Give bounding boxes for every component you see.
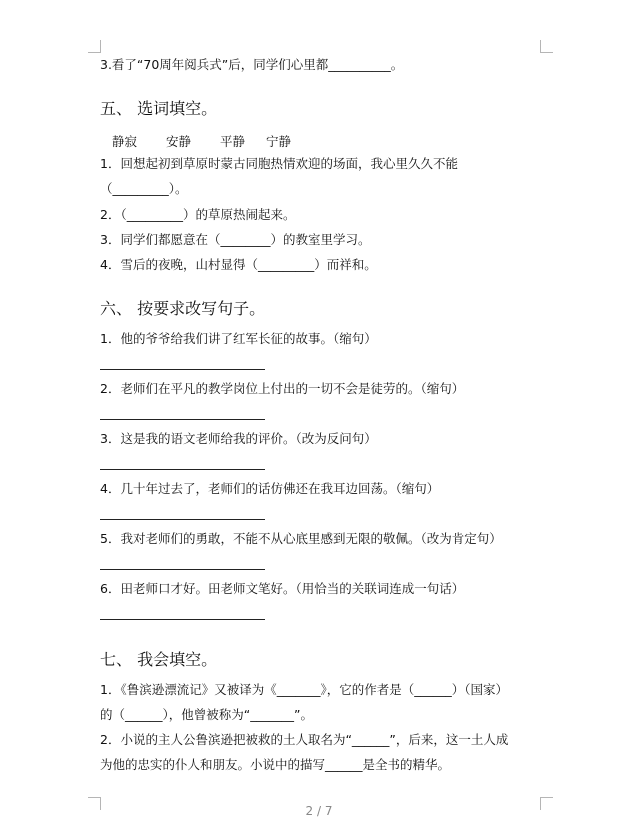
word-choices bbox=[112, 132, 291, 150]
question-3-line: 3.看了“70周年阅兵式”后，同学们心里都__________。 bbox=[100, 57, 404, 72]
s5-item-4: 4．雪后的夜晚，山村显得（_________）而祥和。 bbox=[100, 257, 377, 272]
s7-line-2: 的（______），他曾被称为“_______”。 bbox=[100, 707, 313, 722]
section-5-title: 五、 选词填空。 bbox=[100, 99, 218, 118]
page-number: 2 / 7 bbox=[305, 804, 333, 818]
crop-mark-top-right bbox=[540, 40, 553, 53]
word-choice: 静寂 bbox=[112, 134, 138, 149]
word-choice: 平静 bbox=[220, 134, 246, 149]
s6-item-3: 3．这是我的语文老师给我的评价。（改为反问句） bbox=[100, 431, 377, 446]
s6-item-2: 2．老师们在平凡的教学岗位上付出的一切不会是徒劳的。（缩句） bbox=[100, 381, 465, 396]
s5-item-1: 1．回想起初到草原时蒙古同胞热情欢迎的场面，我心里久久不能 bbox=[100, 156, 458, 171]
s5-item-1-cont: （_________）。 bbox=[100, 181, 188, 196]
s5-item-3: 3．同学们都愿意在（________）的教室里学习。 bbox=[100, 232, 371, 247]
s6-item-5: 5．我对老师们的勇敢，不能不从心底里感到无限的敬佩。（改为肯定句） bbox=[100, 531, 502, 546]
s7-line-3: 2．小说的主人公鲁滨逊把被救的土人取名为“______”，后来，这一土人成 bbox=[100, 732, 509, 747]
answer-line bbox=[100, 619, 265, 620]
s6-item-6: 6．田老师口才好。田老师文笔好。（用恰当的关联词连成一句话） bbox=[100, 581, 465, 596]
s5-item-2: 2．（_________）的草原热闹起来。 bbox=[100, 207, 296, 222]
answer-line bbox=[100, 419, 265, 420]
answer-line bbox=[100, 469, 265, 470]
s6-item-1: 1．他的爷爷给我们讲了红军长征的故事。（缩句） bbox=[100, 331, 377, 346]
section-7-title: 七、 我会填空。 bbox=[100, 650, 218, 669]
answer-line bbox=[100, 369, 265, 370]
answer-line bbox=[100, 569, 265, 570]
section-6-title: 六、 按要求改写句子。 bbox=[100, 299, 266, 318]
crop-mark-top-left bbox=[88, 40, 101, 53]
s7-line-4: 为他的忠实的仆人和朋友。小说中的描写______是全书的精华。 bbox=[100, 757, 451, 772]
answer-line bbox=[100, 519, 265, 520]
word-choice: 宁静 bbox=[266, 134, 292, 149]
word-choice: 安静 bbox=[166, 134, 192, 149]
s6-item-4: 4．几十年过去了，老师们的话仿佛还在我耳边回荡。（缩句） bbox=[100, 481, 440, 496]
s7-line-1: 1．《鲁滨逊漂流记》又被译为《_______》，它的作者是（______）（国家） bbox=[100, 682, 508, 697]
